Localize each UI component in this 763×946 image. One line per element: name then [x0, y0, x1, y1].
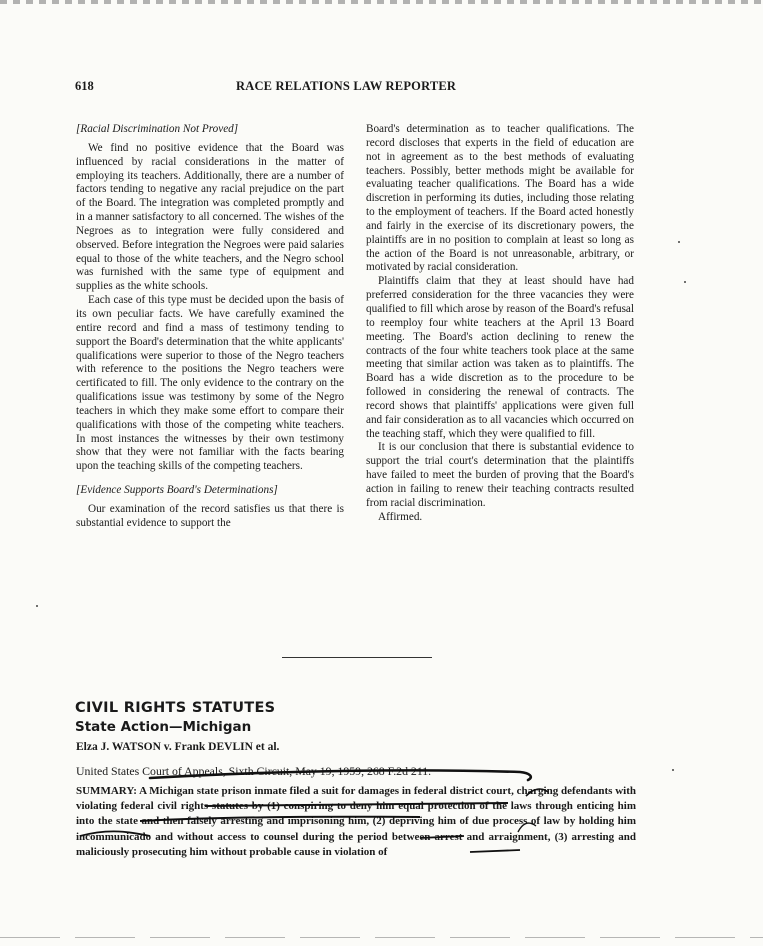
- court-citation: United States Court of Appeals, Sixth Circuit, May 19, 1959, 268 F.2d 211.: [76, 764, 432, 778]
- right-column: [366, 123, 634, 524]
- page-speck: [684, 281, 686, 283]
- disposition: Affirmed.: [378, 510, 423, 523]
- bottom-edge-dashes: [0, 937, 763, 938]
- left-column: [76, 123, 344, 531]
- page-number: 618: [75, 79, 94, 93]
- page-speck: [678, 241, 680, 243]
- running-head: RACE RELATIONS LAW REPORTER: [236, 79, 457, 93]
- paragraph: Plaintiffs claim that they at least should have had preferred consideration for the three vacancies they were qualified to fill which arose by reason of the Board's refusal to reemploy four white teachers at the April 13 Board meeting. The Board's action declining to renew the contracts of the four white teachers took place at the same meeting that similar action was taken as to plaintiffs. The Board has a wide discretion as to the procedure to be followed in considering the renewal of contracts. The record shows that plaintiffs' applications were given full and fair consideration as to all vacancies which occurred on the teaching staff, which they were qualified to fill.: [366, 275, 634, 440]
- paragraph: We find no positive evidence that the Board was influenced by racial considerations in the matter of employing its teachers. Additionally, there are a number of factors tending to negative any racial prejudice on the part of the Board. The integration was completed promptly and in a manner satisfactory to all concerned. The wishes of the Negroes as to integration were fully considered and observed. Before integration the Negroes were paid salaries equal to those of the white teachers, and the Negro school was furnished with the same type of equipment and supplies as the white schools.: [76, 141, 344, 293]
- paragraph: Each case of this type must be decided upon the basis of its own peculiar facts. We have carefully examined the entire record and find a mass of testimony tending to support the Board's determination that the white applicants' qualifications were superior to those of the Negro teachers with reference to the positions the Negro teachers were certificated to fill. The only evidence to the contrary on the qualifications issue was testimony by some of the Negro teachers in which they make some effort to compare their qualifications with those of the competing white teachers. In most instances the witnesses by their own testimony show that they were not familiar with the facts bearing upon the teaching skills of the competing teachers.: [76, 294, 344, 473]
- top-edge-dashes: [0, 0, 763, 4]
- statute-title: CIVIL RIGHTS STATUTES: [75, 700, 276, 716]
- section-heading-racial-discrimination: [Racial Discrimination Not Proved]: [76, 123, 239, 135]
- paragraph: Board's determination as to teacher qualifications. The record discloses that experts in the field of education are not in agreement as to the best methods of evaluating teachers. Possibly, better methods might be available for evaluating teacher qualifications. The Board has a wide discretion in performing its duties, including those relating to the employment of teachers. If the Board acted honestly and fairly in the exercise of its discretionary powers, the plaintiffs are in no position to complain at least so long as the action of the Board is not unreasonable, arbitrary, or motivated by racial consideration.: [366, 123, 634, 274]
- section-heading-evidence-supports: [Evidence Supports Board's Determinations]: [76, 484, 278, 497]
- page-speck: [36, 605, 38, 607]
- paragraph: Our examination of the record satisfies us that there is substantial evidence to support the: [76, 502, 344, 529]
- case-summary: SUMMARY: A Michigan state prison inmate filed a suit for damages in federal district court, charging defendants with violating federal civil rights statutes by (1) conspiring to deny him equal protection of the laws through enticing him into the state and then falsely arresting and imprisoning him, (2) depriving him of due process of law by holding him incommunicado and without access to counsel during the period between arrest and arraignment, (3) arresting and maliciously prosecuting him without probable cause in violation of: [76, 785, 636, 858]
- page-speck: [672, 769, 674, 771]
- paragraph: It is our conclusion that there is substantial evidence to support the trial court's determination that the plaintiffs have failed to meet the burden of proving that the Board's action in failing to renew their teaching contracts resulted from racial discrimination.: [366, 441, 634, 509]
- statute-subtitle: State Action—Michigan: [75, 719, 252, 735]
- section-divider: [282, 657, 432, 658]
- case-parties: Elza J. WATSON v. Frank DEVLIN et al.: [76, 741, 280, 753]
